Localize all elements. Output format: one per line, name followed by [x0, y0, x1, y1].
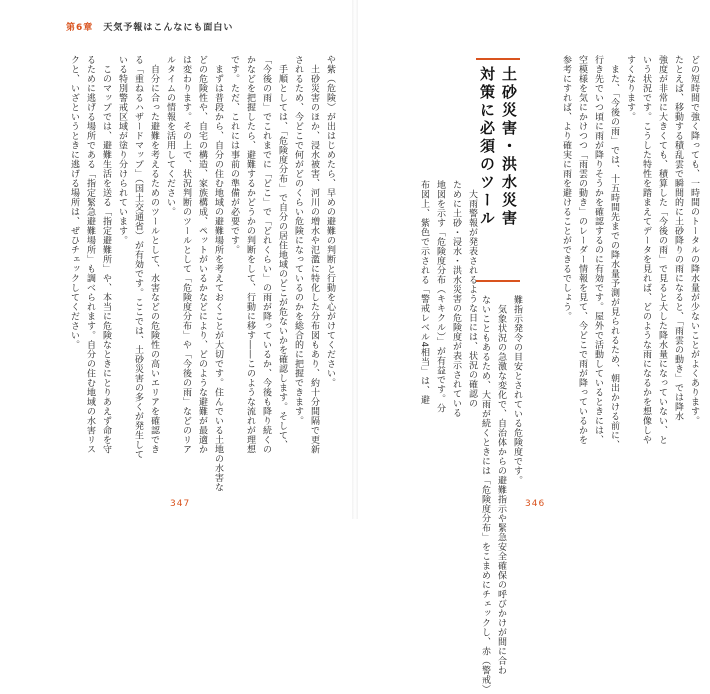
section-heading-line: 土砂災害・洪水災害	[500, 66, 518, 228]
paragraph-line: る「重ねるハザードマップ」（国土交通省）が有効です。ここでは、土砂災害の多くが発生して	[133, 55, 143, 459]
right-page-body-top	[524, 55, 702, 475]
paragraph-line: ないこともあるため、大雨が続くときには「危険度分布」をこまめにチェックし、赤（警戒）	[480, 295, 490, 694]
paragraph-line: や紫（危険）が出はじめたら、早めの避難の判断と行動を心がけてください。	[325, 55, 335, 388]
paragraph-line: 強度が非常に大きくても、積算した「今後の雨」で見ると大した降水量になっていない、と	[657, 55, 667, 445]
paragraph-line: いう状況です。こうした特性を踏まえてデータを見れば、どのような雨になるかを想像しや	[641, 55, 651, 445]
paragraph-line: すくなります。	[625, 55, 635, 122]
paragraph-line: 自分に合った避難を考えるためのツールとして、水害などの危険性の高いエリアを確認でき	[149, 55, 159, 454]
paragraph-line: このマップでは、避難生活を送る「指定避難所」や、本当に危険なときにとりあえず命を守	[101, 55, 111, 454]
left-page-body	[38, 55, 338, 492]
paragraph-line: 行き先でいつ頃に雨が降りそうかを確認するのに有効です。屋外で活動しているときには、	[593, 55, 603, 445]
paragraph-line: ために土砂・浸水・洪水災害の危険度が表示されている	[451, 180, 461, 418]
paragraph-line: 手順としては、「危険度分布」で自分の居住地域のどこが危ないかを確認します。そして、	[277, 55, 287, 450]
paragraph-line: かなどを把握したら、避難するかどうかの判断をして、行動に移す――このような流れが理想	[245, 55, 255, 454]
paragraph-line: クと、いざというときに逃げる場所は、ぜひチェックしてください。	[69, 55, 79, 350]
paragraph-line: るために逃げる場所である「指定緊急避難場所」も調べられます。自分の住む地域の水害リス	[85, 55, 95, 454]
chapter-number: 第6章	[66, 23, 94, 33]
section-heading-line: 対策に必須のツール	[478, 66, 496, 228]
paragraph-line: 難指示発令の目安とされている危険度です。	[512, 295, 522, 485]
page-number-left: 347	[170, 499, 191, 509]
paragraph-line: ルタイムの情報を活用してください。	[165, 55, 175, 217]
page-number-right: 346	[525, 499, 546, 509]
paragraph-line: どの短時間で強く降っても、一時間のトータルの降水量が少ないことがよくあります。	[689, 55, 699, 426]
chapter-title: 天気予報はこんなにも面白い	[103, 23, 234, 33]
left-page	[0, 0, 350, 519]
paragraph-line: 布図上、紫色で示される「警戒レベル4相当」は、避	[419, 180, 429, 405]
paragraph-line: 空模様を気にかけつつ「雨雲の動き」のレーダー情報を見て、今どこで雨が降っているかを	[577, 55, 587, 445]
paragraph-line: は変わります。その上で、状況判断のツールとして「危険度分布」や「今後の雨」などのリア	[181, 55, 191, 454]
book-gutter	[352, 0, 358, 519]
paragraph-line: 土砂災害のほか、浸水被害、河川の増水や氾濫に特化した分布図もあり、約十分間隔で更新	[309, 55, 319, 454]
paragraph-line: どの危険性や、自宅の構造、家族構成、ペットがいるかなどにより、どのような避難が最適か	[197, 55, 207, 454]
right-page	[360, 0, 710, 694]
paragraph-line: 大雨警報が発表されるような日には、状況の確認の	[467, 180, 477, 408]
paragraph-line: いる特別警戒区域が塗り分けられています。	[117, 55, 127, 245]
paragraph-line: 地図を示す「危険度分布（キキクル）」が有益です。分	[435, 180, 445, 413]
running-header	[66, 20, 233, 33]
section-heading	[476, 58, 520, 282]
paragraph-line: 「今後の雨」でこれまでに「どこ」で「どれくらい」の雨が降っているか、今後も降り続くの	[261, 55, 271, 454]
paragraph-line: まずは普段から、自分の住む地域の避難場所を考えておくことが大切です。住んでいる土地の水害な	[213, 55, 223, 492]
paragraph-line: また、「今後の雨」では、十五時間先までの降水量予測が見られるため、朝出かける前に、	[609, 55, 619, 450]
paragraph-line: されるため、今どこで何がどのくらい危険になっているのかを総合的に把握できます。	[293, 55, 303, 426]
paragraph-line: 参考にすれば、より確実に雨を避けることができるでしょう。	[561, 55, 571, 321]
paragraph-line: たとえば、移動する積乱雲で瞬間的に土砂降りの雨になると、「雨雲の動き」では降水	[673, 55, 683, 421]
right-page-body-bottom	[463, 295, 525, 694]
paragraph-line: 気象状況の急激な変化で、自治体からの避難指示や緊急安全確保の呼びかけが間に合わ	[496, 295, 506, 675]
paragraph-line: です。ただ、これには事前の準備が必要です。	[229, 55, 239, 255]
